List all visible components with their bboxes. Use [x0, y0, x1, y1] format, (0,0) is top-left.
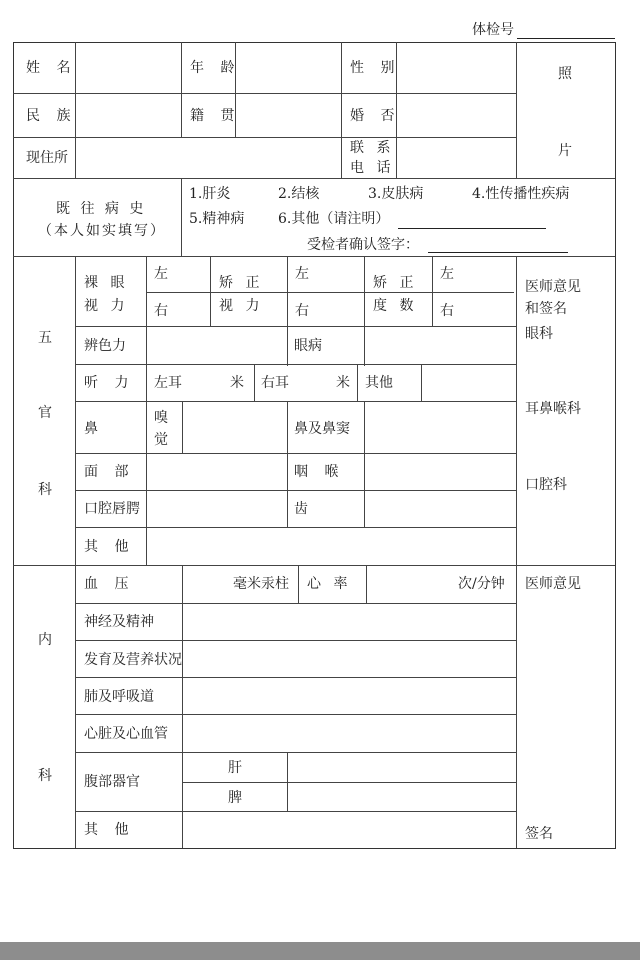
corrected-vision-label-2: 视 力 — [219, 298, 264, 314]
correction-degree-label-2: 度 数 — [373, 298, 418, 314]
row-line — [75, 603, 516, 604]
row-line — [13, 178, 615, 179]
phone-label-2: 电 话 — [350, 160, 395, 176]
doctor-opinion-label: 医师意见 — [525, 279, 581, 295]
eye-dept-label: 眼科 — [525, 326, 553, 342]
hearing-label: 听 力 — [84, 375, 135, 391]
gender-label: 性 别 — [350, 60, 401, 76]
section-char: 官 — [38, 405, 52, 421]
col-line — [287, 401, 288, 528]
naked-vision-label-1: 裸 眼 — [84, 275, 129, 291]
left-ear-label: 左耳 — [154, 375, 182, 391]
bp-unit: 毫米汞柱 — [233, 576, 289, 592]
row-line — [13, 93, 516, 94]
marital-label: 婚 否 — [350, 108, 401, 124]
left-eye-label: 左 — [154, 266, 168, 282]
row-line — [75, 326, 516, 327]
nose-label: 鼻 — [84, 421, 98, 437]
row-line — [13, 565, 615, 566]
row-line — [13, 256, 615, 257]
col-line — [182, 565, 183, 848]
history-item: 5.精神病 — [189, 211, 245, 227]
col-line — [364, 256, 365, 366]
exam-number-field[interactable] — [517, 38, 615, 39]
history-item: 6.其他（请注明） — [278, 211, 390, 227]
col-line — [181, 42, 182, 138]
section-char: 科 — [38, 482, 52, 498]
col-line — [182, 401, 183, 454]
native-place-label: 籍 贯 — [190, 108, 241, 124]
section-char: 科 — [38, 768, 52, 784]
correction-degree-label-1: 矫 正 — [373, 275, 418, 291]
col-line — [364, 401, 365, 528]
row-line — [75, 640, 516, 641]
right-eye-label: 右 — [154, 303, 168, 319]
photo-label-1: 照 — [558, 66, 572, 82]
col-line — [516, 256, 517, 848]
row-line — [13, 137, 516, 138]
row-line — [75, 811, 516, 812]
sign-label: 签名 — [525, 826, 553, 842]
hr-label: 心 率 — [307, 576, 352, 592]
left-eye-label: 左 — [295, 266, 309, 282]
face-label: 面 部 — [84, 464, 135, 480]
meter-unit: 米 — [230, 375, 244, 391]
col-line — [421, 364, 422, 402]
col-line — [298, 565, 299, 603]
facial-other-label: 其 他 — [84, 539, 135, 555]
right-ear-label: 右耳 — [261, 375, 289, 391]
section-char: 内 — [38, 632, 52, 648]
smell-label-1: 嗅 — [154, 410, 168, 426]
row-line — [75, 453, 516, 454]
confirm-sign-label: 受检者确认签字： — [307, 237, 419, 253]
history-item: 2.结核 — [278, 186, 320, 202]
teeth-label: 齿 — [294, 501, 308, 517]
doctor-sign-label: 和签名 — [525, 301, 567, 317]
col-line — [181, 178, 182, 257]
col-line — [75, 256, 76, 848]
doctor-opinion-label: 医师意见 — [525, 576, 581, 592]
row-line — [75, 752, 516, 753]
abdomen-label: 腹部器官 — [84, 774, 140, 790]
col-line — [432, 256, 433, 327]
oral-label: 口腔唇腭 — [84, 501, 140, 517]
confirm-sign-field[interactable] — [428, 252, 568, 253]
history-label: 既 往 病 史 — [56, 201, 147, 217]
nerve-label: 神经及精神 — [84, 614, 154, 630]
col-line — [210, 256, 211, 327]
ent-dept-label: 耳鼻喉科 — [525, 401, 581, 417]
history-item: 3.皮肤病 — [368, 186, 424, 202]
meter-unit: 米 — [336, 375, 350, 391]
naked-vision-label-2: 视 力 — [84, 298, 129, 314]
address-label: 现住所 — [26, 150, 68, 166]
growth-label: 发育及营养状况 — [84, 652, 182, 668]
smell-label-2: 觉 — [154, 432, 168, 448]
col-line — [287, 256, 288, 366]
sinus-label: 鼻及鼻窦 — [294, 421, 350, 437]
lung-label: 肺及呼吸道 — [84, 689, 154, 705]
section-char: 五 — [38, 330, 52, 346]
col-line — [341, 42, 342, 179]
row-line — [75, 527, 516, 528]
row-line — [75, 490, 516, 491]
col-line — [287, 752, 288, 812]
throat-label: 咽 喉 — [294, 464, 345, 480]
oral-dept-label: 口腔科 — [525, 477, 567, 493]
col-line — [146, 364, 147, 402]
right-eye-label: 右 — [440, 303, 454, 319]
col-line — [146, 401, 147, 566]
history-item: 1.肝炎 — [189, 186, 231, 202]
spleen-label: 脾 — [228, 790, 242, 806]
heart-label: 心脏及心血管 — [84, 726, 168, 742]
history-item: 4.性传播性疾病 — [472, 186, 570, 202]
row-line — [75, 714, 516, 715]
history-sublabel: （本人如实填写） — [38, 223, 166, 239]
phone-label-1: 联 系 — [350, 140, 395, 156]
liver-label: 肝 — [228, 760, 242, 776]
col-line — [366, 565, 367, 603]
internal-other-label: 其 他 — [84, 822, 135, 838]
col-line — [254, 364, 255, 402]
hearing-other-label: 其他 — [365, 375, 393, 391]
row-line — [182, 782, 516, 783]
row-line — [75, 677, 516, 678]
exam-number-label: 体检号 — [472, 22, 514, 38]
row-line — [146, 292, 514, 293]
photo-label-2: 片 — [558, 143, 572, 159]
history-other-field[interactable] — [398, 228, 546, 229]
left-eye-label: 左 — [440, 266, 454, 282]
bp-label: 血 压 — [84, 576, 135, 592]
row-line — [75, 364, 516, 365]
col-line — [516, 42, 517, 179]
right-eye-label: 右 — [295, 303, 309, 319]
footer-bar — [0, 942, 640, 960]
col-line — [146, 256, 147, 366]
color-vision-label: 辨色力 — [84, 338, 126, 354]
row-line — [75, 401, 516, 402]
corrected-vision-label-1: 矫 正 — [219, 275, 264, 291]
age-label: 年 龄 — [190, 60, 241, 76]
ethnicity-label: 民 族 — [26, 108, 77, 124]
name-label: 姓 名 — [26, 60, 77, 76]
col-line — [357, 364, 358, 402]
hr-unit: 次/分钟 — [458, 576, 505, 592]
eye-disease-label: 眼病 — [294, 338, 322, 354]
